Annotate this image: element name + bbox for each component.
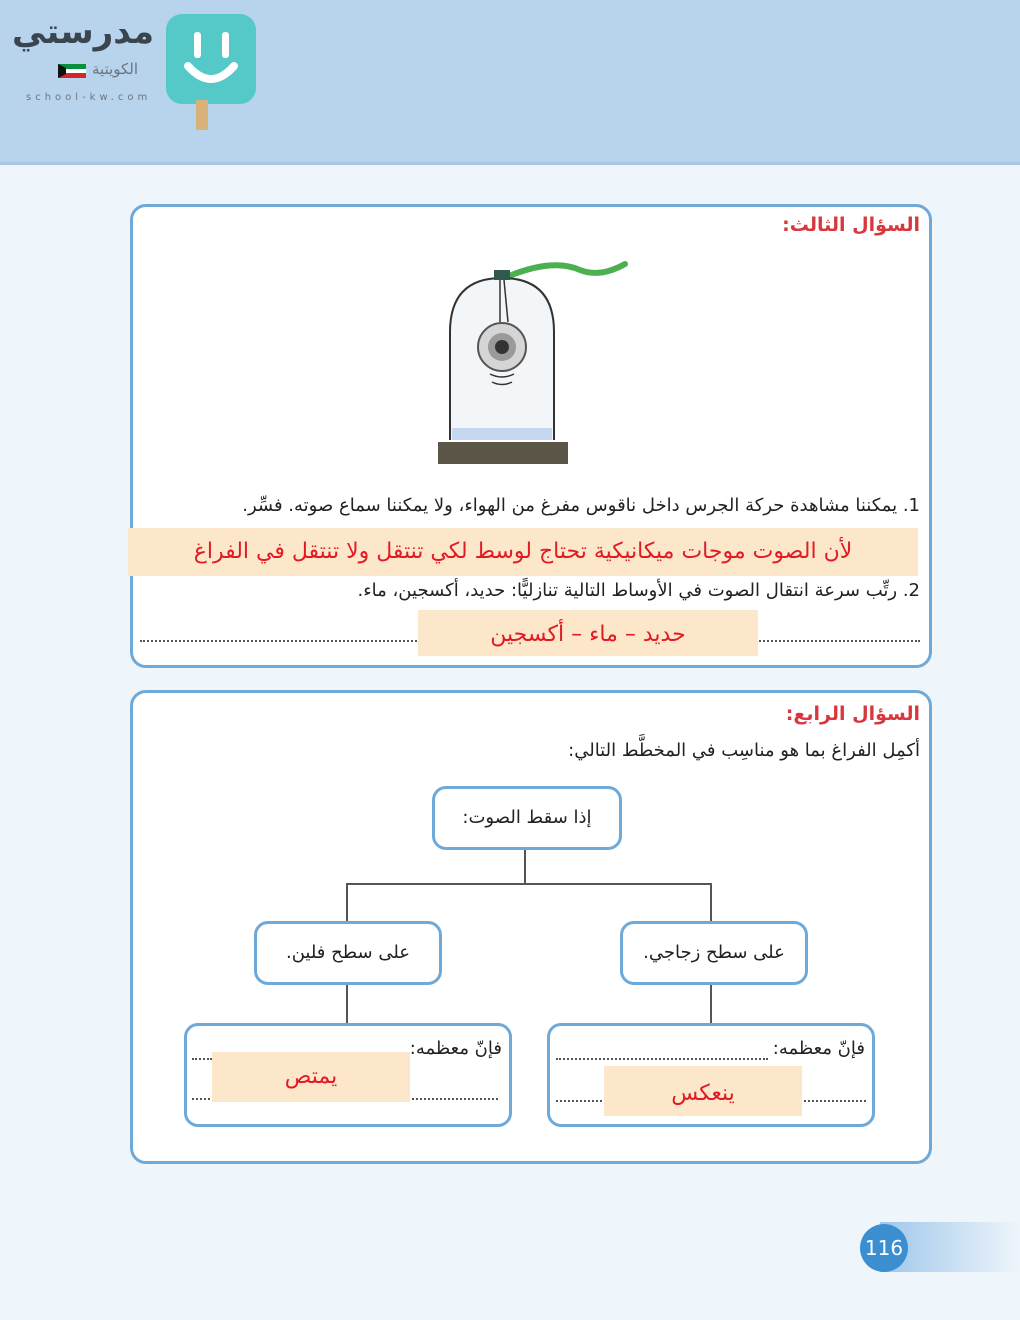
- diagram-right-node: على سطح زجاجي.: [620, 921, 808, 985]
- connector-left-to-answer: [346, 985, 348, 1023]
- question-3-item-2: 2. رتِّب سرعة انتقال الصوت في الأوساط التالية تنازليًّا: حديد، أكسجين، ماء.: [357, 580, 920, 601]
- question-3-title: السؤال الثالث:: [782, 214, 920, 236]
- logo-stick: [196, 100, 208, 130]
- question-4-instruction: أكمِل الفراغ بما هو مناسِب في المخطَّط التالي:: [568, 740, 920, 761]
- right-answer-highlight: ينعكس: [604, 1066, 802, 1116]
- logo-icon: [166, 14, 256, 104]
- diagram-left-node: على سطح فلين.: [254, 921, 442, 985]
- left-answer-highlight: يمتص: [212, 1052, 410, 1102]
- question-4-title: السؤال الرابع:: [785, 703, 920, 725]
- right-answer-prompt: فإنّ معظمه:: [772, 1038, 865, 1059]
- connector-left-down: [346, 883, 348, 921]
- header-divider: [0, 162, 1020, 165]
- page-number: 116: [860, 1224, 908, 1272]
- right-answer-line-1: [556, 1058, 768, 1060]
- bell-jar-illustration: [430, 252, 640, 472]
- answer-1-highlight: لأن الصوت موجات ميكانيكية تحتاج لوسط لكي تنتقل ولا تنتقل في الفراغ: [128, 528, 918, 576]
- answer-2-highlight: حديد – ماء – أكسجين: [418, 610, 758, 656]
- connector-right-down: [710, 883, 712, 921]
- left-answer-prompt: فإنّ معظمه:: [409, 1038, 502, 1059]
- brand-name: مدرستي: [12, 12, 154, 52]
- brand-subtitle: الكويتية: [92, 60, 139, 78]
- question-3-item-1: 1. يمكننا مشاهدة حركة الجرس داخل ناقوس مفرغ من الهواء، ولا يمكننا سماع صوته. فسِّر.: [242, 495, 920, 516]
- diagram-root-node: إذا سقط الصوت:: [432, 786, 622, 850]
- brand-url: school-kw.com: [26, 92, 152, 103]
- connector-horizontal: [346, 883, 712, 885]
- left-answer-line-1: [192, 1058, 212, 1060]
- connector-right-to-answer: [710, 985, 712, 1023]
- kuwait-flag-icon: [58, 64, 86, 78]
- connector-root-down: [524, 850, 526, 883]
